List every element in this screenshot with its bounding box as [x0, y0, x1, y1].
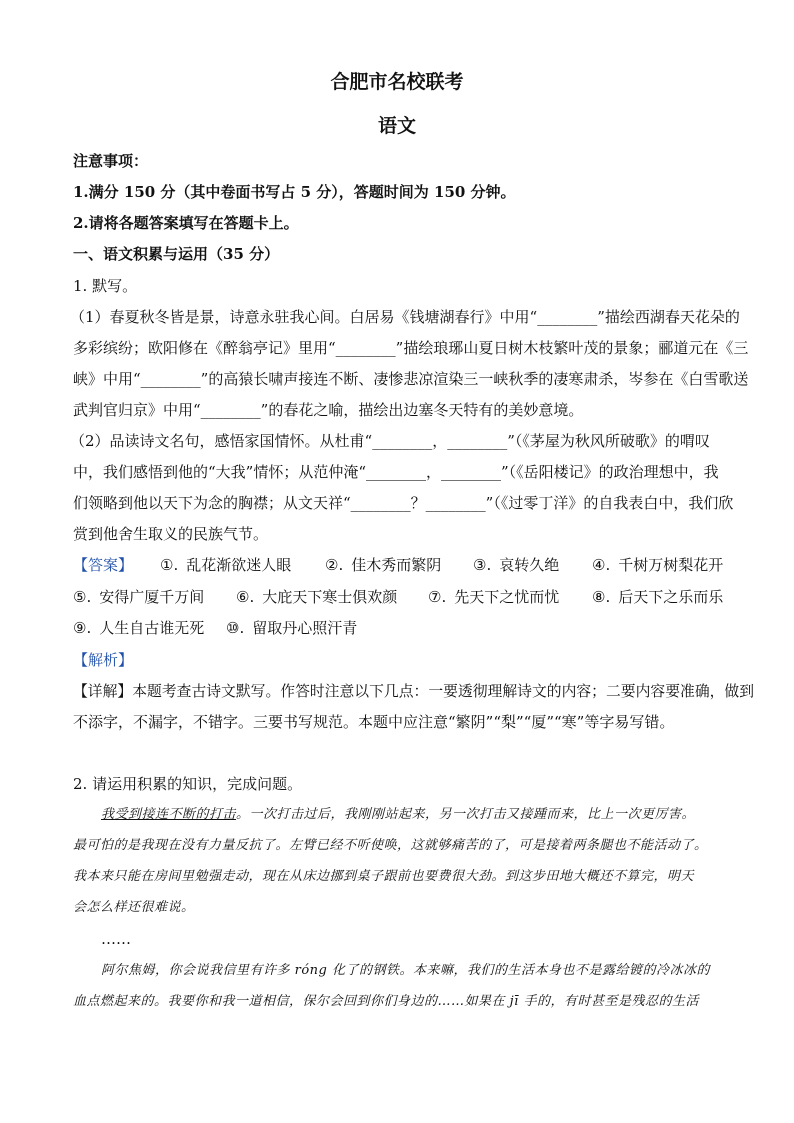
- exam-title: 合肥市名校联考: [330, 71, 464, 93]
- answer-text: 大庇天下寒士俱欢颜: [262, 588, 398, 606]
- answer-number: ⑦.: [428, 588, 447, 606]
- answer-number: ③.: [473, 556, 492, 574]
- answer-item: [73, 587, 204, 607]
- q2-stem: 2. 请运用积累的知识，完成问题。: [73, 775, 303, 793]
- passage-underlined-phrase: 我受到接连不断的打击: [101, 807, 237, 822]
- answer-item: [160, 555, 291, 575]
- detail-line: 不添字，不漏字，不错字。三要书写规范。本题中应注意“繁阴”“梨”“厦”“寒”等字易写错。: [73, 713, 675, 731]
- section-heading: 一、语文积累与运用（35 分）: [73, 245, 280, 263]
- answer-number: ①.: [160, 556, 179, 574]
- answer-text: 后天下之乐而乐: [618, 588, 724, 606]
- notes-heading: 注意事项：: [73, 152, 149, 170]
- answer-number: ⑨.: [73, 619, 92, 637]
- passage-line: 阿尔焦姆，你会说我信里有许多 róng 化了的钢铁。本来嘛，我们的生活本身也不是露给镀的冷冰冰的: [101, 963, 711, 978]
- answer-item: [592, 555, 723, 575]
- passage-line: 我本来只能在房间里勉强走动，现在从床边挪到桌子跟前也要费很大劲。到这步田地大概还不算完，明天: [73, 869, 695, 884]
- answer-tag: 【答案】: [73, 556, 134, 574]
- answer-item: [236, 587, 397, 607]
- answer-item: [325, 555, 441, 575]
- q1-part1-line: 峡》中用“________”的高猿长啸声接连不断、凄惨悲凉渲染三一峡秋季的凄寒肃杀，岑参在《白雪歌送: [73, 370, 749, 388]
- passage-line: 血点燃起来的。我要你和我一道相信，保尔会回到你们身边的……如果在 jī 手的，有时甚至是残忍的生活: [73, 994, 699, 1009]
- q1-part1-line: 武判官归京》中用“________”的春花之喻，描绘出边塞冬天特有的美妙意境。: [73, 401, 584, 419]
- answer-text: 人生自古谁无死: [99, 619, 205, 637]
- answer-text: 佳木秀而繁阴: [351, 556, 442, 574]
- answer-number: ⑩.: [226, 619, 245, 637]
- passage-first-rest: 。一次打击过后，我刚刚站起来，另一次打击又接踵而来，比上一次更厉害。: [236, 807, 696, 822]
- q1-part1-line: （1）春夏秋冬皆是景，诗意永驻我心间。白居易《钱塘湖春行》中用“________”描绘西湖春天花朵的: [70, 308, 740, 326]
- notes-item-1: 1.满分 150 分（其中卷面书写占 5 分），答题时间为 150 分钟。: [73, 183, 516, 201]
- q1-part1-line: 多彩缤纷；欧阳修在《醉翁亭记》里用“________”描绘琅琊山夏日树木枝繁叶茂的景象；郦道元在《三: [73, 339, 749, 357]
- answer-item: [226, 618, 357, 638]
- answer-text: 乱花渐欲迷人眼: [186, 556, 292, 574]
- passage-line: [101, 805, 695, 825]
- q1-part2-line: （2）品读诗文名句，感悟家国情怀。从杜甫“________，________”（《茅屋为秋风所破歌》的喟叹: [70, 432, 710, 450]
- passage-line: 会怎么样还很难说。: [73, 900, 195, 915]
- detail-line: 【详解】本题考查古诗文默写。作答时注意以下几点：一要透彻理解诗文的内容；二要内容要准确，做到: [73, 682, 755, 700]
- q1-part2-line: 赏到他舍生取义的民族气节。: [73, 525, 269, 543]
- subject-title: 语文: [377, 115, 416, 137]
- answer-number: ④.: [592, 556, 611, 574]
- q1-stem: 1. 默写。: [73, 277, 138, 295]
- answer-text: 安得广厦千万间: [99, 588, 205, 606]
- answer-number: ⑧.: [592, 588, 611, 606]
- notes-item-2: 2.请将各题答案填写在答题卡上。: [73, 214, 299, 232]
- answer-text: 千树万树梨花开: [618, 556, 724, 574]
- passage-ellipsis: ……: [101, 930, 131, 948]
- q1-part2-line: 中，我们感悟到他的“大我”情怀；从范仲淹“________，________”（《岳阳楼记》的政治理想中，我: [73, 463, 719, 481]
- answer-number: ②.: [325, 556, 344, 574]
- answer-text: 留取丹心照汗青: [252, 619, 358, 637]
- answer-number: ⑤.: [73, 588, 92, 606]
- answer-text: 先天下之忧而忧: [454, 588, 560, 606]
- answer-item: [73, 618, 204, 638]
- answer-item: [592, 587, 723, 607]
- answer-number: ⑥.: [236, 588, 255, 606]
- passage-line: 最可怕的是我现在没有力量反抗了。左臂已经不听使唤，这就够痛苦的了，可是接着两条腿也不能活动了。: [73, 838, 708, 853]
- answer-item: [428, 587, 559, 607]
- analysis-tag: 【解析】: [73, 651, 134, 669]
- answer-text: 哀转久绝: [499, 556, 560, 574]
- answer-item: [473, 555, 559, 575]
- q1-part2-line: 们领略到他以天下为念的胸襟；从文天祥“________？________”（《过零丁洋》的自我表白中，我们欣: [73, 494, 734, 512]
